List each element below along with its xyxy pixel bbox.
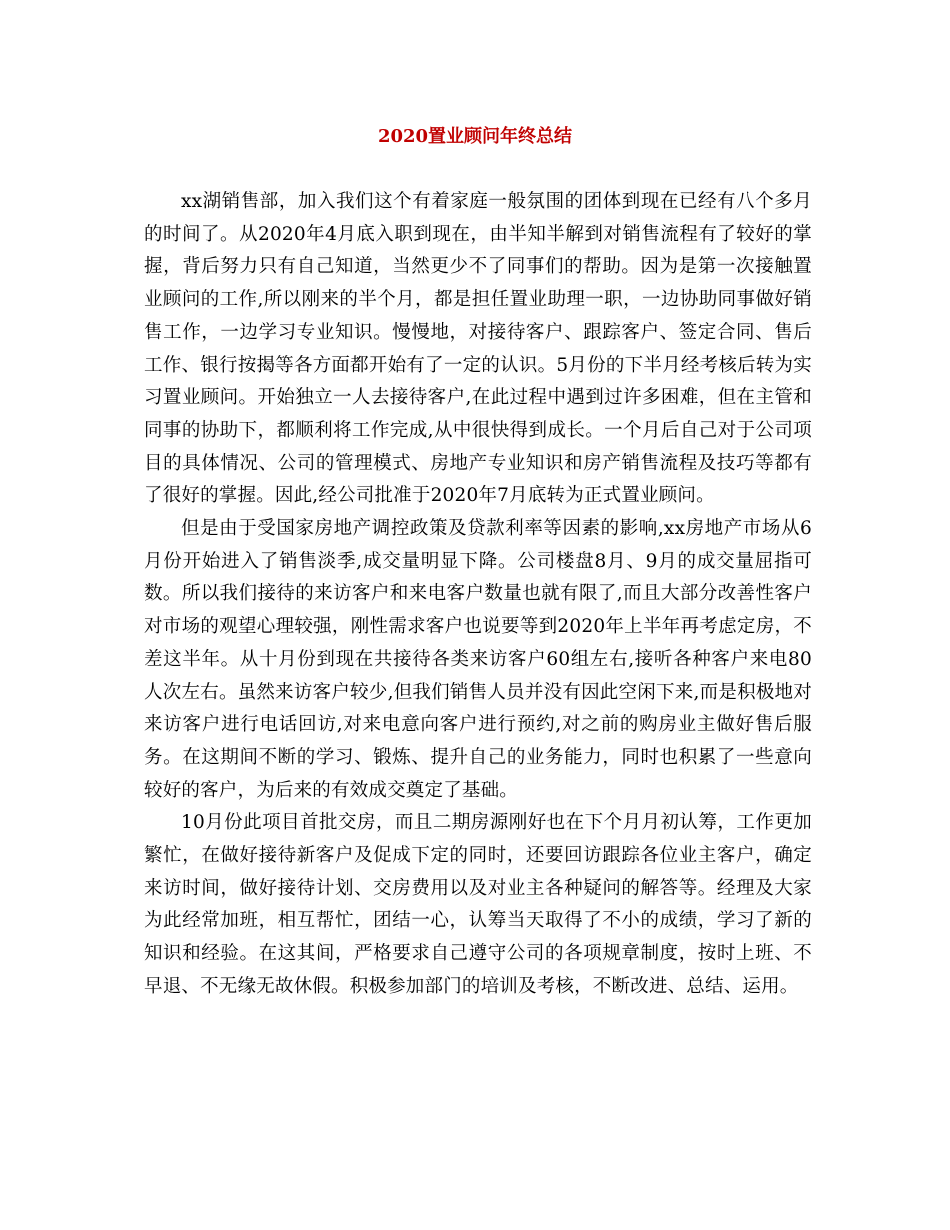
document-title: 2020置业顾问年终总结 (377, 126, 573, 147)
paragraph-2: 但是由于受国家房地产调控政策及贷款利率等因素的影响,xx房地产市场从6月份开始进入了销售淡季,成交量明显下降。公司楼盘8月、9月的成交量屈指可数。所以我们接待的来访客户和来电客户数量也就有限了,而且大部分改善性客户对市场的观望心理较强，刚性需求客户也说要等到2020年上半年再考虑定房，不差这半年。从十月份到现在共接待各类来访客户60组左右,接听各种客户来电80人次左右。虽然来访客户较少,但我们销售人员并没有因此空闲下来,而是积极地对来访客户进行电话回访,对来电意向客户进行预约,对之前的购房业主做好售后服务。在这期间不断的学习、锻炼、提升自己的业务能力，同时也积累了一些意向较好的客户，为后来的有效成交奠定了基础。 (144, 518, 812, 801)
document-body (144, 186, 812, 1004)
paragraph-1: xx湖销售部，加入我们这个有着家庭一般氛围的团体到现在已经有八个多月的时间了。从2020年4月底入职到现在，由半知半解到对销售流程有了较好的掌握，背后努力只有自己知道，当然更少不了同事们的帮助。因为是第一次接触置业顾问的工作,所以刚来的半个月，都是担任置业助理一职，一边协助同事做好销售工作，一边学习专业知识。慢慢地，对接待客户、跟踪客户、签定合同、售后工作、银行按揭等各方面都开始有了一定的认识。5月份的下半月经考核后转为实习置业顾问。开始独立一人去接待客户,在此过程中遇到过许多困难，但在主管和同事的协助下，都顺利将工作完成,从中很快得到成长。一个月后自己对于公司项目的具体情况、公司的管理模式、房地产专业知识和房产销售流程及技巧等都有了很好的掌握。因此,经公司批准于2020年7月底转为正式置业顾问。 (144, 191, 812, 507)
paragraph-3: 10月份此项目首批交房，而且二期房源刚好也在下个月月初认筹，工作更加繁忙，在做好接待新客户及促成下定的同时，还要回访跟踪各位业主客户，确定来访时间，做好接待计划、交房费用以及对业主各种疑问的解答等。经理及大家为此经常加班，相互帮忙，团结一心，认筹当天取得了不小的成绩，学习了新的知识和经验。在这其间，严格要求自己遵守公司的各项规章制度，按时上班、不早退、不无缘无故休假。积极参加部门的培训及考核，不断改进、总结、运用。 (144, 812, 812, 997)
